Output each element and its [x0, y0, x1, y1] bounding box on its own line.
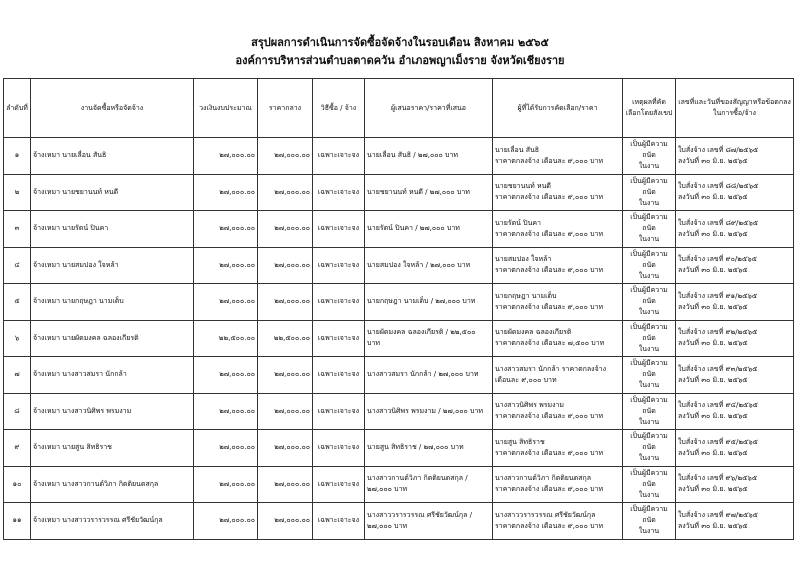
cell-no: ๘: [4, 393, 31, 430]
cell-method: เฉพาะเจาะจง: [313, 357, 365, 394]
cell-contract-line: ลงวันที่ ๓๐ มิ.ย. ๒๕๖๕: [678, 375, 748, 384]
header-bidder: ผู้เสนอราคา/ราคาที่เสนอ: [365, 79, 493, 138]
cell-reason: [623, 174, 676, 211]
table-row: [4, 430, 794, 467]
procurement-table: [3, 78, 794, 540]
cell-contract-line: ใบสั่งจ้าง เลขที่ ๙๒/๒๕๖๕: [678, 328, 758, 337]
cell-reason: [623, 320, 676, 357]
cell-contract-line: ใบสั่งจ้าง เลขที่ ๘๗/๒๕๖๕: [678, 145, 759, 154]
cell-winner-line: เดือนละ ๙,๐๐๐ บาท: [495, 375, 557, 384]
cell-no: ๗: [4, 357, 31, 394]
header-row: [4, 79, 794, 138]
cell-budget: ๒๗,๐๐๐.๐๐: [194, 357, 258, 394]
cell-contract: [676, 466, 794, 503]
cell-reason-line: เป็นผู้มีความถนัด: [630, 140, 668, 160]
cell-budget: ๒๗,๐๐๐.๐๐: [194, 247, 258, 284]
cell-reason-line: ในงาน: [638, 490, 660, 499]
table-row: [4, 247, 794, 284]
cell-method: เฉพาะเจาะจง: [313, 211, 365, 248]
cell-method: เฉพาะเจาะจง: [313, 320, 365, 357]
cell-median-price: ๒๗,๐๐๐.๐๐: [258, 430, 313, 467]
table-row: [4, 284, 794, 321]
cell-contract-line: ใบสั่งจ้าง เลขที่ ๙๑/๒๕๖๕: [678, 291, 758, 300]
header-contract: เลขที่และวันที่ของสัญญาหรือข้อตกลงในการซื้อ/จ้าง: [676, 79, 794, 138]
cell-reason: [623, 466, 676, 503]
cell-reason-line: ในงาน: [638, 235, 660, 244]
cell-reason: [623, 284, 676, 321]
cell-winner-line: ราคาตกลงจ้าง เดือนละ ๙,๐๐๐ บาท: [495, 302, 604, 311]
cell-reason-line: เป็นผู้มีความถนัด: [630, 432, 668, 452]
cell-bidder: นายผัดมงคล ฉลองเกียรติ / ๒๒,๕๐๐ บาท: [365, 320, 493, 357]
cell-budget: ๒๗,๐๐๐.๐๐: [194, 503, 258, 540]
cell-winner-line: ราคาตกลงจ้าง เดือนละ ๙,๐๐๐ บาท: [495, 229, 604, 238]
cell-median-price: ๒๗,๐๐๐.๐๐: [258, 211, 313, 248]
cell-reason-line: เป็นผู้มีความถนัด: [630, 395, 668, 415]
cell-no: ๔: [4, 247, 31, 284]
cell-contract-line: ใบสั่งจ้าง เลขที่ ๘๘/๒๕๖๕: [678, 182, 759, 191]
cell-no: ๑: [4, 138, 31, 175]
cell-contract: [676, 357, 794, 394]
cell-winner-line: นายสมปอง ใจหล้า: [495, 255, 552, 264]
cell-bidder: นายกฤษฎา นามเต็บ / ๒๗,๐๐๐ บาท: [365, 284, 493, 321]
cell-winner-line: นายรัตน์ ปินคา: [495, 218, 541, 227]
cell-median-price: ๒๗,๐๐๐.๐๐: [258, 284, 313, 321]
cell-budget: ๒๗,๐๐๐.๐๐: [194, 284, 258, 321]
cell-winner-line: นางสาวกานต์วิภา กิตติยนตสกุล: [495, 474, 592, 483]
header-reason: เหตุผลที่คัดเลือกโดยสังเขป: [623, 79, 676, 138]
cell-winner: [493, 393, 623, 430]
cell-no: ๓: [4, 211, 31, 248]
cell-winner: [493, 503, 623, 540]
cell-bidder: นางสาวนิศิพร พรมงาม / ๒๗,๐๐๐ บาท: [365, 393, 493, 430]
cell-method: เฉพาะเจาะจง: [313, 430, 365, 467]
cell-reason-line: ในงาน: [638, 271, 660, 280]
cell-no: ๙: [4, 430, 31, 467]
cell-winner-line: ราคาตกลงจ้าง เดือนละ ๙,๐๐๐ บาท: [495, 485, 604, 494]
table-row: [4, 174, 794, 211]
cell-contract: [676, 211, 794, 248]
cell-winner: [493, 174, 623, 211]
cell-winner-line: นายผัดมงคล ฉลองเกียรติ: [495, 328, 572, 337]
cell-median-price: ๒๗,๐๐๐.๐๐: [258, 138, 313, 175]
cell-item: จ้างเหมา นายสมปอง ใจหล้า: [31, 247, 194, 284]
cell-no: ๑๑: [4, 503, 31, 540]
cell-winner-line: นางสาววรารวรรณ ศรีชัยวัฒน์กุล: [495, 510, 596, 519]
cell-method: เฉพาะเจาะจง: [313, 247, 365, 284]
cell-winner: [493, 284, 623, 321]
cell-contract-line: ใบสั่งจ้าง เลขที่ ๙๓/๒๕๖๕: [678, 364, 758, 373]
cell-median-price: ๒๗,๐๐๐.๐๐: [258, 503, 313, 540]
header-winner: ผู้ที่ได้รับการคัดเลือก/ราคา: [493, 79, 623, 138]
cell-winner-line: นายชยานนท์ หนดี: [495, 182, 551, 191]
cell-median-price: ๒๗,๐๐๐.๐๐: [258, 247, 313, 284]
cell-contract-line: ลงวันที่ ๓๐ มิ.ย. ๒๕๖๕: [678, 193, 748, 202]
cell-reason-line: ในงาน: [638, 308, 660, 317]
cell-method: เฉพาะเจาะจง: [313, 174, 365, 211]
table-row: [4, 393, 794, 430]
cell-reason-line: ในงาน: [638, 454, 660, 463]
header-budget: วงเงินงบประมาณ: [194, 79, 258, 138]
cell-reason-line: เป็นผู้มีความถนัด: [630, 359, 668, 379]
cell-median-price: ๒๗,๐๐๐.๐๐: [258, 466, 313, 503]
document-subtitle: องค์การบริหารส่วนตำบลตาดควัน อำเภอพญาเม็งราย จังหวัดเชียงราย: [235, 54, 565, 67]
cell-contract-line: ลงวันที่ ๓๐ มิ.ย. ๒๕๖๕: [678, 485, 748, 494]
cell-winner-line: ราคาตกลงจ้าง เดือนละ ๙,๐๐๐ บาท: [495, 193, 604, 202]
cell-winner-line: นางสาวสมรา นักกล้า ราคาตกลงจ้าง: [495, 364, 607, 373]
cell-bidder: นายรัตน์ ปินคา / ๒๗,๐๐๐ บาท: [365, 211, 493, 248]
cell-item: จ้างเหมา นายเลื่อน สันธิ: [31, 138, 194, 175]
header-no: ลำดับที่: [4, 79, 31, 138]
cell-item: จ้างเหมา นายรัตน์ ปินคา: [31, 211, 194, 248]
cell-reason-line: ในงาน: [638, 344, 660, 353]
cell-method: เฉพาะเจาะจง: [313, 284, 365, 321]
header-method: วิธีซื้อ / จ้าง: [313, 79, 365, 138]
header-item: งานจัดซื้อหรือจัดจ้าง: [31, 79, 194, 138]
cell-contract-line: ใบสั่งจ้าง เลขที่ ๙๔/๒๕๖๕: [678, 401, 758, 410]
cell-reason: [623, 503, 676, 540]
cell-median-price: ๒๗,๐๐๐.๐๐: [258, 174, 313, 211]
cell-reason-line: เป็นผู้มีความถนัด: [630, 249, 668, 269]
cell-contract: [676, 503, 794, 540]
cell-contract: [676, 320, 794, 357]
cell-reason-line: เป็นผู้มีความถนัด: [630, 286, 668, 306]
cell-item: จ้างเหมา นายผัดมงคล ฉลองเกียรติ: [31, 320, 194, 357]
cell-bidder: นางสาวกานต์วิภา กิตติยนตสกุล / ๒๗,๐๐๐ บาท: [365, 466, 493, 503]
cell-contract-line: ลงวันที่ ๓๐ มิ.ย. ๒๕๖๕: [678, 339, 748, 348]
cell-budget: ๒๗,๐๐๐.๐๐: [194, 211, 258, 248]
cell-median-price: ๒๗,๐๐๐.๐๐: [258, 357, 313, 394]
cell-reason-line: ในงาน: [638, 162, 660, 171]
cell-winner: [493, 138, 623, 175]
cell-reason-line: เป็นผู้มีความถนัด: [630, 322, 668, 342]
cell-winner-line: ราคาตกลงจ้าง เดือนละ ๙,๐๐๐ บาท: [495, 156, 604, 165]
cell-median-price: ๒๒,๕๐๐.๐๐: [258, 320, 313, 357]
cell-winner-line: ราคาตกลงจ้าง เดือนละ ๙,๐๐๐ บาท: [495, 412, 604, 421]
cell-item: จ้างเหมา นางสาวกานต์วิภา กิตติยนตสกุล: [31, 466, 194, 503]
cell-winner-line: ราคาตกลงจ้าง เดือนละ ๙,๐๐๐ บาท: [495, 266, 604, 275]
cell-bidder: นายชยานนท์ หนดี / ๒๗,๐๐๐ บาท: [365, 174, 493, 211]
cell-reason: [623, 357, 676, 394]
cell-method: เฉพาะเจาะจง: [313, 466, 365, 503]
cell-contract-line: ลงวันที่ ๓๐ มิ.ย. ๒๕๖๕: [678, 302, 748, 311]
document-title: สรุปผลการดำเนินการจัดซื้อจัดจ้างในรอบเดือน สิงหาคม ๒๕๖๕: [251, 36, 549, 49]
cell-contract: [676, 247, 794, 284]
cell-bidder: นายเลื่อน สันธิ / ๒๗,๐๐๐ บาท: [365, 138, 493, 175]
cell-contract-line: ใบสั่งจ้าง เลขที่ ๙๕/๒๕๖๕: [678, 437, 758, 446]
cell-contract: [676, 138, 794, 175]
cell-reason-line: ในงาน: [638, 527, 660, 536]
cell-winner-line: ราคาตกลงจ้าง เดือนละ ๙,๐๐๐ บาท: [495, 521, 604, 530]
cell-winner-line: ราคาตกลงจ้าง เดือนละ ๙,๐๐๐ บาท: [495, 448, 604, 457]
cell-reason: [623, 393, 676, 430]
cell-contract-line: ใบสั่งจ้าง เลขที่ ๙๐/๒๕๖๕: [678, 255, 757, 264]
cell-bidder: นายสูน สิทธิราช / ๒๗,๐๐๐ บาท: [365, 430, 493, 467]
cell-no: ๒: [4, 174, 31, 211]
cell-method: เฉพาะเจาะจง: [313, 138, 365, 175]
cell-reason-line: ในงาน: [638, 381, 660, 390]
cell-item: จ้างเหมา นายสูน สิทธิราช: [31, 430, 194, 467]
cell-item: จ้างเหมา นางสาวนิศิพร พรมงาม: [31, 393, 194, 430]
cell-contract-line: ลงวันที่ ๓๐ มิ.ย. ๒๕๖๕: [678, 412, 748, 421]
cell-no: ๑๐: [4, 466, 31, 503]
cell-contract: [676, 393, 794, 430]
cell-winner-line: นายกฤษฎา นามเต็บ: [495, 291, 557, 300]
cell-contract-line: ลงวันที่ ๓๐ มิ.ย. ๒๕๖๕: [678, 156, 748, 165]
table-row: [4, 211, 794, 248]
cell-budget: ๒๗,๐๐๐.๐๐: [194, 466, 258, 503]
cell-no: ๕: [4, 284, 31, 321]
cell-item: จ้างเหมา นางสาววรารวรรณ ศรีชัยวัฒน์กุล: [31, 503, 194, 540]
cell-contract: [676, 430, 794, 467]
cell-bidder: นางสาวสมรา นักกล้า / ๒๗,๐๐๐ บาท: [365, 357, 493, 394]
cell-contract-line: ลงวันที่ ๓๐ มิ.ย. ๒๕๖๕: [678, 521, 748, 530]
cell-winner-line: นางสาวนิศิพร พรมงาม: [495, 401, 565, 410]
cell-reason-line: ในงาน: [638, 198, 660, 207]
cell-median-price: ๒๗,๐๐๐.๐๐: [258, 393, 313, 430]
cell-reason: [623, 138, 676, 175]
cell-reason-line: เป็นผู้มีความถนัด: [630, 176, 668, 196]
cell-budget: ๒๗,๐๐๐.๐๐: [194, 138, 258, 175]
cell-item: จ้างเหมา นายชยานนท์ หนดี: [31, 174, 194, 211]
cell-method: เฉพาะเจาะจง: [313, 503, 365, 540]
table-row: [4, 466, 794, 503]
cell-winner: [493, 247, 623, 284]
cell-contract-line: ลงวันที่ ๓๐ มิ.ย. ๒๕๖๕: [678, 448, 748, 457]
cell-item: จ้างเหมา นางสาวสมรา นักกล้า: [31, 357, 194, 394]
cell-contract-line: ใบสั่งจ้าง เลขที่ ๘๙/๒๕๖๕: [678, 218, 759, 227]
cell-item: จ้างเหมา นายกฤษฎา นามเต็บ: [31, 284, 194, 321]
cell-contract-line: ใบสั่งจ้าง เลขที่ ๙๖/๒๕๖๕: [678, 474, 758, 483]
table-row: [4, 357, 794, 394]
cell-reason: [623, 247, 676, 284]
cell-winner-line: นายเลื่อน สันธิ: [495, 145, 540, 154]
cell-reason-line: เป็นผู้มีความถนัด: [630, 468, 668, 488]
header-median-price: ราคากลาง: [258, 79, 313, 138]
cell-reason-line: เป็นผู้มีความถนัด: [630, 213, 668, 233]
cell-budget: ๒๗,๐๐๐.๐๐: [194, 393, 258, 430]
cell-contract: [676, 174, 794, 211]
cell-contract: [676, 284, 794, 321]
cell-budget: ๒๒,๕๐๐.๐๐: [194, 320, 258, 357]
cell-winner: [493, 211, 623, 248]
cell-reason-line: ในงาน: [638, 417, 660, 426]
cell-winner: [493, 320, 623, 357]
cell-winner-line: นายสูน สิทธิราช: [495, 437, 545, 446]
cell-budget: ๒๗,๐๐๐.๐๐: [194, 174, 258, 211]
cell-method: เฉพาะเจาะจง: [313, 393, 365, 430]
cell-no: ๖: [4, 320, 31, 357]
table-row: [4, 320, 794, 357]
table-row: [4, 138, 794, 175]
cell-reason-line: เป็นผู้มีความถนัด: [630, 505, 668, 525]
cell-winner-line: ราคาตกลงจ้าง เดือนละ ๗,๕๐๐ บาท: [495, 339, 605, 348]
cell-bidder: นายสมปอง ใจหล้า / ๒๗,๐๐๐ บาท: [365, 247, 493, 284]
cell-winner: [493, 430, 623, 467]
table-row: [4, 503, 794, 540]
cell-winner: [493, 466, 623, 503]
cell-winner: [493, 357, 623, 394]
cell-reason: [623, 430, 676, 467]
cell-contract-line: ใบสั่งจ้าง เลขที่ ๙๗/๒๕๖๕: [678, 510, 758, 519]
cell-bidder: นางสาววรารวรรณ ศรีชัยวัฒน์กุล / ๒๗,๐๐๐ บาท: [365, 503, 493, 540]
cell-contract-line: ลงวันที่ ๓๐ มิ.ย. ๒๕๖๕: [678, 266, 748, 275]
cell-budget: ๒๗,๐๐๐.๐๐: [194, 430, 258, 467]
cell-contract-line: ลงวันที่ ๓๐ มิ.ย. ๒๕๖๕: [678, 229, 748, 238]
cell-reason: [623, 211, 676, 248]
